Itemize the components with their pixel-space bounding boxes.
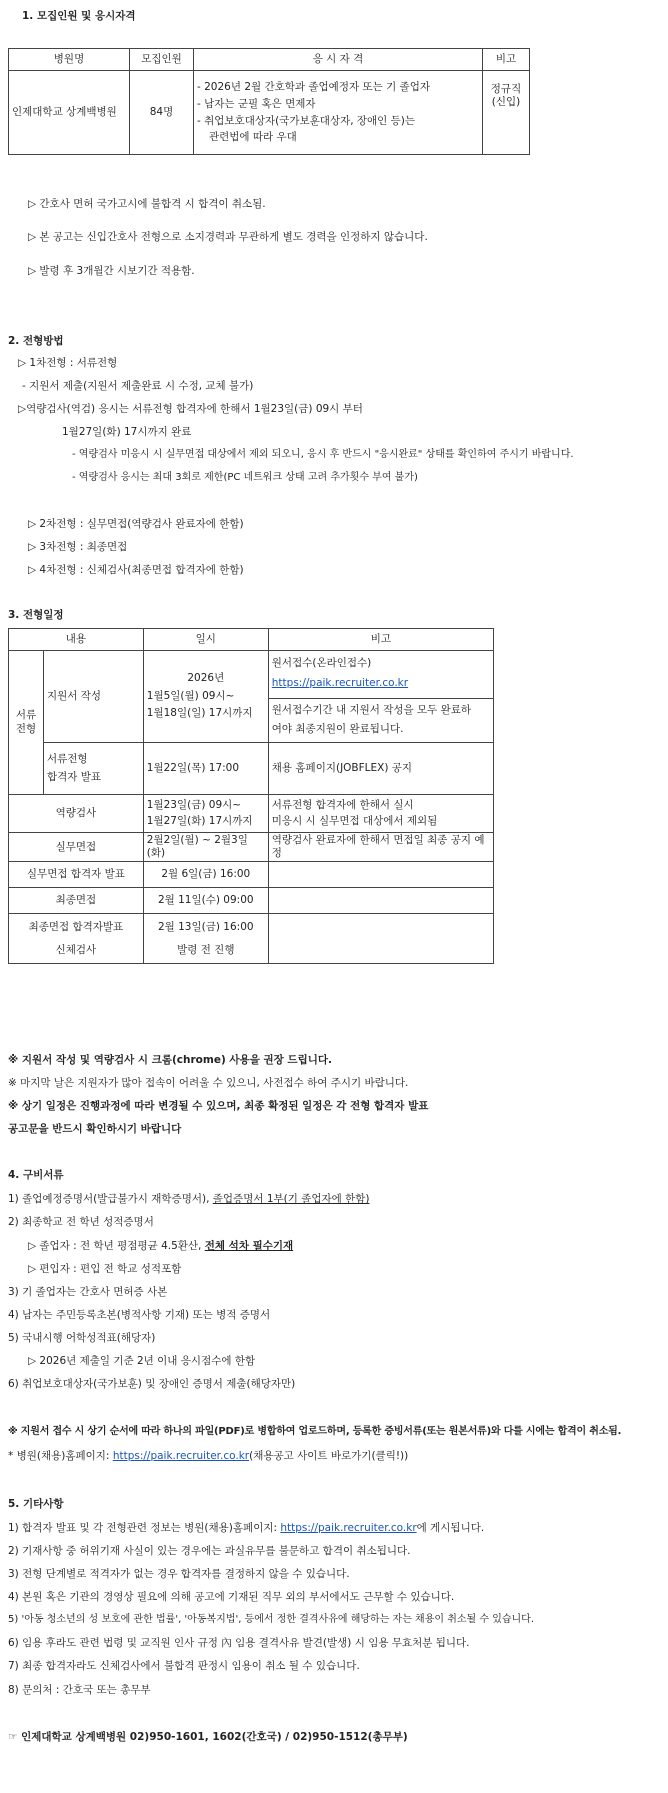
apply-remark (268, 651, 493, 743)
apply-site-link[interactable]: https://paik.recruiter.co.kr (271, 677, 409, 690)
final-pass-cell (9, 914, 144, 964)
qual-line: - 취업보호대상자(국가보훈대상자, 장애인 등)는 (197, 114, 416, 127)
schedule-table (8, 628, 494, 964)
qual-line: 관련법에 따라 우대 (209, 131, 297, 144)
col-remark: 비고 (268, 629, 493, 651)
etc-item: 6) 임용 후라도 관련 법령 및 교직원 인사 규정 內 임용 결격사유 발견(발생) 시 임용 무효처분 됩니다. (8, 1637, 470, 1649)
qualification-list (194, 71, 483, 155)
interview-date: 2월2일(월) ~ 2월3일(화) (143, 833, 268, 862)
label-line: 서류전형 (47, 752, 88, 765)
site-line (8, 1450, 408, 1463)
upload-warning: ※ 지원서 접수 시 상기 순서에 따라 하나의 파일(PDF)로 병합하여 업로드하며, 등록한 증빙서류(또는 원본서류)와 다를 시에는 합격이 취소됨. (8, 1426, 622, 1437)
site-suffix: (채용공고 사이트 바로가기(클릭!)) (249, 1450, 409, 1462)
sec2-line: - 역량검사 미응시 시 실무면접 대상에서 제외 되오니, 응시 후 반드시 "응시완료" 상태를 확인하여 주시기 바랍니다. (72, 449, 574, 460)
remark-line: 원서접수기간 내 지원서 작성을 모두 완료하 (271, 704, 472, 717)
sec2-line: ▷ 3차전형 : 최종면접 (28, 541, 128, 553)
sec2-line: ▷ 2차전형 : 실무면접(역량검사 완료자에 한함) (28, 518, 244, 530)
note-line: (신입) (491, 96, 521, 109)
sec2-line: ▷ 1차전형 : 서류전형 (18, 357, 118, 369)
doc-item-6: 6) 취업보호대상자(국가보훈) 및 장애인 증명서 제출(해당자만) (8, 1378, 296, 1390)
hospital-name: 인제대학교 상계백병원 (9, 71, 130, 155)
remark-line: 여야 최종지원이 완료됩니다. (271, 722, 404, 735)
interview-label: 실무면접 (9, 833, 144, 862)
etc-item: 3) 전형 단계별로 적격자가 없는 경우 합격자를 결정하지 않을 수 있습니다. (8, 1568, 350, 1580)
interview-pass-date: 2월 6일(금) 16:00 (143, 862, 268, 888)
sec2-line: ▷ 4차전형 : 신체검사(최종면접 합격자에 한함) (28, 564, 244, 576)
etc-item: 2) 기재사항 중 허위기재 사실이 있는 경우에는 과실유무를 불문하고 합격이 취소됩니다. (8, 1545, 411, 1557)
empty-remark (268, 914, 493, 964)
doc-text-underlined: 졸업증명서 1부(기 졸업자에 한함) (212, 1193, 370, 1205)
date-line: 1월5일(월) 09시~ (146, 689, 235, 702)
doc-text: ▷ 졸업자 : 전 학년 평점평균 4.5환산, (28, 1240, 205, 1252)
doc-item-2a (28, 1240, 293, 1253)
sec2-line: ▷역량검사(역검) 응시는 서류전형 합격자에 한해서 1월23일(금) 09시 부터 (18, 403, 363, 415)
etc-text: 에 게시됩니다. (416, 1522, 485, 1534)
final-pass-date: 2월 13일(금) 16:00 (157, 920, 254, 933)
doc-item-3: 3) 기 졸업자는 간호사 면허증 사본 (8, 1286, 168, 1298)
remark-line: 원서접수(온라인접수) (271, 657, 372, 670)
doc-item-5: 5) 국내시행 어학성적표(해당자) (8, 1332, 156, 1344)
recruit-site-link[interactable]: https://paik.recruiter.co.kr (112, 1450, 250, 1462)
sec2-line: 1월27일(화) 17시까지 완료 (62, 426, 192, 438)
etc-item: 8) 문의처 : 간호국 또는 총무부 (8, 1684, 151, 1696)
sec2-line: - 역량검사 응시는 최대 3회로 제한(PC 네트워크 상태 고려 추가횟수 부여 불가) (72, 472, 418, 483)
doc-text: 1) 졸업예정증명서(발급불가시 재학증명서), (8, 1193, 213, 1205)
col-hospital: 병원명 (9, 49, 130, 71)
aptitude-remark (268, 795, 493, 833)
etc-item: 7) 최종 합격자라도 신체검사에서 불합격 판정시 임용이 취소 될 수 있습니다. (8, 1660, 360, 1672)
aptitude-label: 역량검사 (9, 795, 144, 833)
apply-label: 지원서 작성 (44, 651, 144, 743)
label-line: 합격자 발표 (47, 770, 102, 783)
notice-schedule-cont: 공고문을 반드시 확인하시기 바랍니다 (8, 1123, 182, 1135)
sec1-bullet: ▷ 발령 후 3개월간 시보기간 적용함. (28, 265, 195, 277)
interview-remark: 역량검사 완료자에 한해서 면접일 최종 공지 예정 (268, 833, 493, 862)
remark-line: 서류전형 합격자에 한해서 실시 (271, 798, 414, 811)
physical-date: 발령 전 진행 (177, 943, 235, 956)
final-interview-date: 2월 11일(수) 09:00 (143, 888, 268, 914)
doc-screening-group: 서류 전형 (9, 651, 44, 795)
physical-label: 신체검사 (55, 943, 97, 956)
sec1-bullet: ▷ 간호사 면허 국가고시에 불합격 시 합격이 취소됨. (28, 198, 266, 210)
section2-title: 2. 전형방법 (8, 335, 64, 347)
section5-title: 5. 기타사항 (8, 1498, 64, 1510)
final-pass-date-cell (143, 914, 268, 964)
empty-remark (268, 862, 493, 888)
doc-item-2b: ▷ 편입자 : 편입 전 학교 성적포함 (28, 1263, 182, 1275)
qual-line: - 2026년 2월 간호학과 졸업예정자 또는 기 졸업자 (197, 80, 430, 93)
col-content: 내용 (9, 629, 144, 651)
col-note: 비고 (483, 49, 530, 71)
doc-item-5a: ▷ 2026년 제출일 기준 2년 이내 응시점수에 한함 (28, 1355, 256, 1367)
results-site-link[interactable]: https://paik.recruiter.co.kr (280, 1522, 417, 1534)
etc-item: 5) '아동 청소년의 성 보호에 관한 법률', '아동복지법', 등에서 정한 결격사유에 해당하는 자는 채용이 취소될 수 있습니다. (8, 1614, 535, 1625)
date-line: 2026년 (187, 671, 225, 684)
remark-line: 미응시 시 실무면접 대상에서 제외됨 (271, 814, 438, 827)
etc-item-1 (8, 1522, 484, 1535)
section4-title: 4. 구비서류 (8, 1169, 64, 1181)
apply-date (143, 651, 268, 743)
notice-chrome: ※ 지원서 작성 및 역량검사 시 크롬(chrome) 사용을 권장 드립니다. (8, 1054, 332, 1066)
docpass-remark: 채용 홈페이지(JOBFLEX) 공지 (268, 743, 493, 795)
etc-item: 4) 본원 혹은 기관의 경영상 필요에 의해 공고에 기재된 직무 외의 부서에서도 근무할 수 있습니다. (8, 1591, 455, 1603)
note-line: 정규직 (490, 83, 522, 95)
interview-pass-label: 실무면접 합격자 발표 (9, 862, 144, 888)
final-interview-label: 최종면접 (9, 888, 144, 914)
sec2-line: - 지원서 제출(지원서 제출완료 시 수정, 교체 불가) (22, 380, 254, 392)
notice-last-day: ※ 마지막 날은 지원자가 많아 접속이 어려울 수 있으니, 사전접수 하여 주시기 바랍니다. (8, 1077, 409, 1089)
sec1-bullet: ▷ 본 공고는 신입간호사 전형으로 소지경력과 무관하게 별도 경력을 인정하지 않습니다. (28, 231, 428, 243)
docpass-label (44, 743, 144, 795)
qual-line: - 남자는 군필 혹은 면제자 (197, 97, 316, 110)
date-line: 1월27일(화) 17시까지 (146, 814, 253, 827)
contact-line: ☞ 인제대학교 상계백병원 02)950-1601, 1602(간호국) / 02)950-1512(총무부) (8, 1731, 408, 1743)
section1-title: 1. 모집인원 및 응시자격 (22, 10, 136, 22)
site-prefix: * 병원(채용)홈페이지: (8, 1450, 113, 1462)
final-pass-label: 최종면접 합격자발표 (28, 920, 124, 933)
recruit-table (8, 48, 530, 155)
notice-schedule: ※ 상기 일정은 진행과정에 따라 변경될 수 있으며, 최종 확정된 일정은 각 전형 합격자 발표 (8, 1100, 429, 1112)
col-datetime: 일시 (143, 629, 268, 651)
doc-item-1 (8, 1193, 370, 1206)
doc-item-4: 4) 남자는 주민등록초본(병적사항 기재) 또는 병적 증명서 (8, 1309, 271, 1321)
section3-title: 3. 전형일정 (8, 609, 64, 621)
date-line: 1월18일(일) 17시까지 (146, 707, 253, 720)
date-line: 1월23일(금) 09시~ (146, 798, 242, 811)
doc-item-2: 2) 최종학교 전 학년 성적증명서 (8, 1216, 154, 1228)
recruit-count: 84명 (130, 71, 194, 155)
col-count: 모집인원 (130, 49, 194, 71)
recruit-note (483, 71, 530, 155)
doc-text-emphasis: 전체 석차 필수기재 (204, 1240, 294, 1252)
empty-remark (268, 888, 493, 914)
etc-text: 1) 합격자 발표 및 각 전형관련 정보는 병원(채용)홈페이지: (8, 1522, 281, 1534)
aptitude-date (143, 795, 268, 833)
docpass-date: 1월22일(목) 17:00 (143, 743, 268, 795)
col-quals: 응 시 자 격 (194, 49, 483, 71)
